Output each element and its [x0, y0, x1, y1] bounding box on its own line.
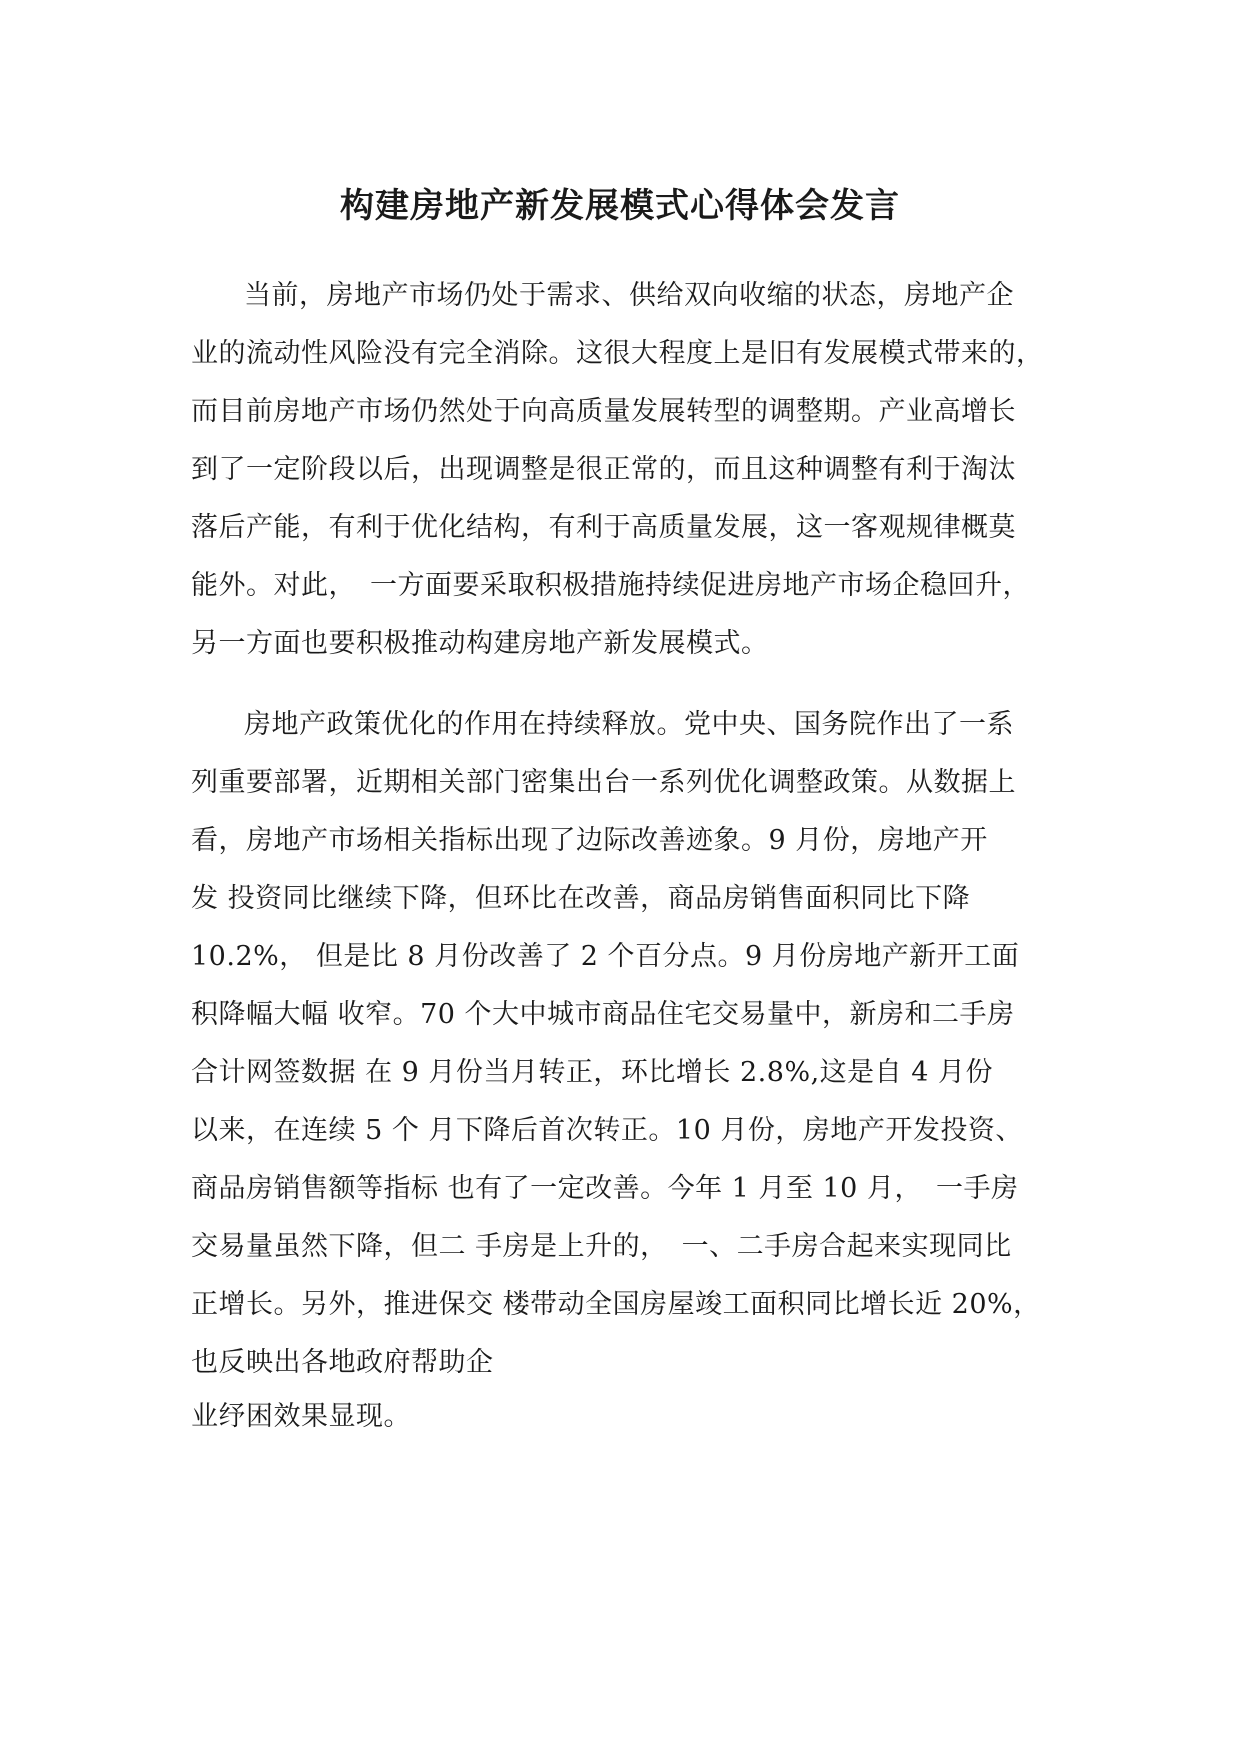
paragraph-line: 当前，房地产市场仍处于需求、供给双向收缩的状态，房地产企	[244, 280, 1014, 311]
paragraph-line: 到了一定阶段以后，出现调整是很正常的，而且这种调整有利于淘汰	[191, 454, 1016, 485]
paragraph-line: 积降幅大幅 收窄。70 个大中城市商品住宅交易量中，新房和二手房	[191, 999, 1015, 1030]
document-title: 构建房地产新发展模式心得体会发言	[340, 186, 900, 226]
paragraph-line: 落后产能，有利于优化结构，有利于高质量发展，这一客观规律概莫	[191, 512, 1016, 543]
paragraph-line: 商品房销售额等指标 也有了一定改善。今年 1 月至 10 月， 一手房	[191, 1173, 1019, 1204]
paragraph-line: 而目前房地产市场仍然处于向高质量发展转型的调整期。产业高增长	[191, 396, 1016, 427]
paragraph-line: 列重要部署，近期相关部门密集出台一系列优化调整政策。从数据上	[191, 767, 1016, 798]
paragraph-line: 以来，在连续 5 个 月下降后首次转正。10 月份，房地产开发投资、	[191, 1115, 1023, 1146]
paragraph-line: 房地产政策优化的作用在持续释放。党中央、国务院作出了一系	[244, 709, 1014, 740]
paragraph-line: 发 投资同比继续下降，但环比在改善，商品房销售面积同比下降	[191, 883, 971, 914]
paragraph-line: 合计网签数据 在 9 月份当月转正，环比增长 2.8%,这是自 4 月份	[191, 1057, 994, 1088]
paragraph-line: 业的流动性风险没有完全消除。这很大程度上是旧有发展模式带来的，	[191, 338, 1044, 369]
paragraph-line: 看，房地产市场相关指标出现了边际改善迹象。9 月份，房地产开	[191, 825, 988, 856]
paragraph-line: 交易量虽然下降，但二 手房是上升的， 一、二手房合起来实现同比	[191, 1231, 1012, 1262]
paragraph-line: 也反映出各地政府帮助企	[191, 1347, 494, 1378]
paragraph-line: 正增长。另外，推进保交 楼带动全国房屋竣工面积同比增长近 20%，	[191, 1289, 1041, 1320]
paragraph-line: 能外。对此， 一方面要采取积极措施持续促进房地产市场企稳回升，	[191, 570, 1030, 601]
paragraph-line: 业纾困效果显现。	[191, 1401, 411, 1432]
paragraph-line: 另一方面也要积极推动构建房地产新发展模式。	[191, 628, 769, 659]
paragraph-line: 10.2%， 但是比 8 月份改善了 2 个百分点。9 月份房地产新开工面	[191, 941, 1020, 972]
